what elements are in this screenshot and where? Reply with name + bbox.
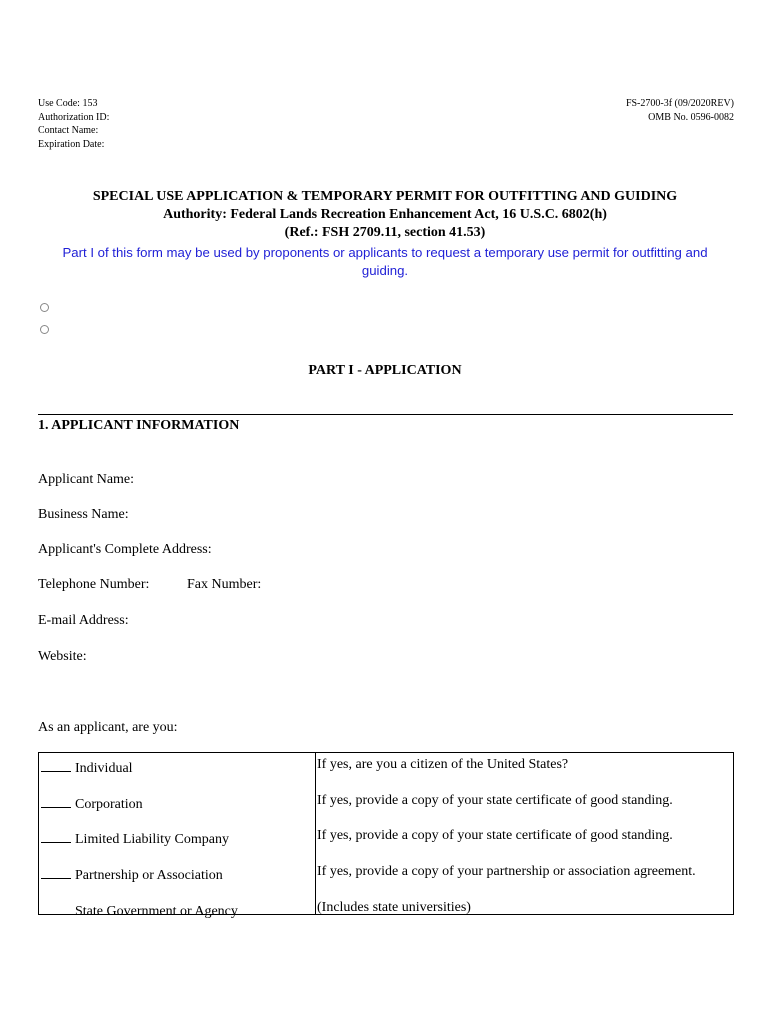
entity-label: Corporation: [75, 797, 143, 812]
entity-note: If yes, are you a citizen of the United States?: [317, 757, 569, 772]
part-title: PART I - APPLICATION: [308, 363, 462, 378]
entity-blank-partnership[interactable]: [41, 864, 71, 879]
table-row: [39, 789, 733, 825]
entity-blank-individual[interactable]: [41, 757, 71, 772]
table-row: [39, 824, 733, 860]
applicant-type-question: As an applicant, are you:: [38, 720, 178, 735]
email-label: E-mail Address:: [38, 613, 129, 628]
entity-blank-llc[interactable]: [41, 828, 71, 843]
title-line-3: (Ref.: FSH 2709.11, section 41.53): [284, 225, 486, 240]
applicant-name-label: Applicant Name:: [38, 472, 135, 487]
section-divider: [38, 414, 733, 415]
entity-label: Individual: [75, 761, 133, 776]
omb-number: OMB No. 0596-0082: [648, 111, 734, 123]
address-label: Applicant's Complete Address:: [38, 542, 212, 557]
table-row: [39, 860, 733, 896]
contact-name: Contact Name:: [38, 125, 99, 136]
form-number: FS-2700-3f (09/2020REV): [625, 98, 734, 109]
entity-label: State Government or Agency: [75, 904, 238, 919]
header-right: [626, 97, 734, 124]
entity-type-table: [38, 752, 734, 919]
section-heading: 1. APPLICANT INFORMATION: [38, 418, 240, 433]
title-line-2: Authority: Federal Lands Recreation Enhancement Act, 16 U.S.C. 6802(h): [163, 207, 607, 222]
website-label: Website:: [38, 649, 87, 664]
business-name-label: Business Name:: [38, 507, 129, 522]
use-code: Use Code: 153: [38, 98, 98, 109]
entity-blank-corporation[interactable]: [41, 793, 71, 808]
table-row: [39, 896, 733, 932]
table-row: [39, 753, 733, 789]
entity-label: Limited Liability Company: [75, 832, 229, 847]
expiration-date: Expiration Date:: [38, 138, 105, 150]
form-title: [20, 188, 750, 242]
entity-note: (Includes state universities): [317, 900, 471, 915]
entity-note: If yes, provide a copy of your state certificate of good standing.: [317, 793, 673, 808]
entity-blank-state-gov[interactable]: [41, 900, 71, 915]
entity-note: If yes, provide a copy of your state certificate of good standing.: [317, 828, 673, 843]
authorization-id: Authorization ID:: [38, 111, 110, 123]
title-line-1: SPECIAL USE APPLICATION & TEMPORARY PERMIT FOR OUTFITTING AND GUIDING: [92, 189, 678, 204]
radio-option-1[interactable]: [40, 303, 49, 312]
entity-label: Partnership or Association: [75, 868, 223, 883]
intro-text: Part I of this form may be used by proponents or applicants to request a temporary use permit for outfitting and guiding.: [62, 245, 708, 278]
entity-note: If yes, provide a copy of your partnership or association agreement.: [317, 864, 696, 879]
radio-option-2[interactable]: [40, 325, 49, 334]
header-left: [38, 97, 109, 151]
telephone-label: Telephone Number:: [38, 577, 150, 592]
fax-label: Fax Number:: [187, 577, 262, 592]
